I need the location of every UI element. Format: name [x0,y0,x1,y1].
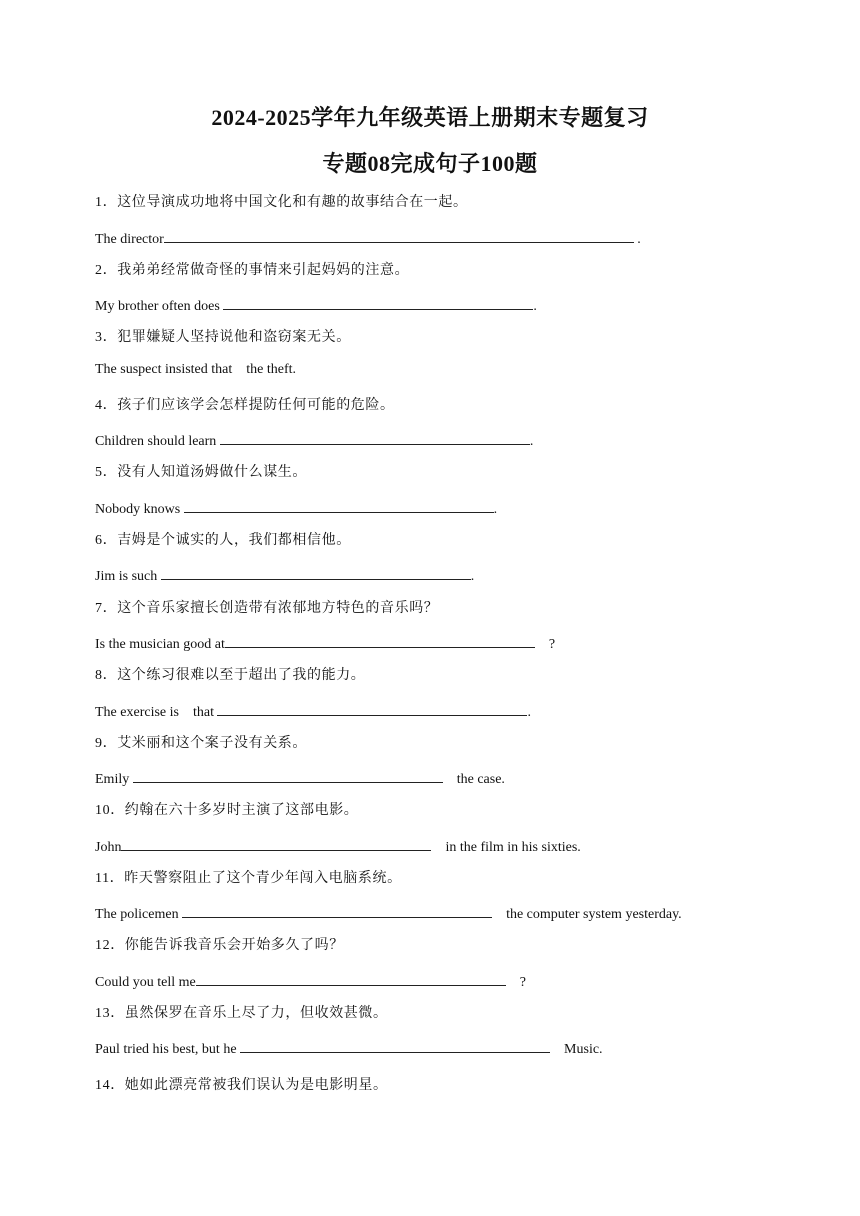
question-7-chinese: 7．这个音乐家擅长创造带有浓郁地方特色的音乐吗？ [95,601,439,616]
question-2-chinese: 2．我弟弟经常做奇怪的事情来引起妈妈的注意。 [95,263,410,278]
question-11-english [95,903,682,923]
question-9-chinese: 9．艾米丽和这个案子没有关系。 [95,736,307,751]
question-5-suffix: . [493,502,498,517]
question-7-english [95,633,555,653]
question-13-chinese: 13．虽然保罗在音乐上尽了力，但收效甚微。 [95,1006,388,1021]
question-3-english [95,362,296,378]
question-7-blank [225,633,535,648]
question-11-suffix: the computer system yesterday. [492,907,682,922]
question-13-suffix: Music. [550,1042,603,1057]
document-subtitle: 专题08完成句子100题 [322,151,538,176]
question-5-english [95,498,497,518]
question-4-prefix: Children should learn [95,434,220,449]
question-8-english [95,701,531,721]
question-13-english [95,1038,603,1058]
question-8-chinese: 8．这个练习很难以至于超出了我的能力。 [95,668,366,683]
question-2-prefix: My brother often does [95,299,224,314]
question-5-blank [184,498,494,513]
question-9-blank [133,768,443,783]
question-8-prefix: The exercise is that [95,705,218,720]
question-3-prefix: The suspect insisted that the theft. [95,362,297,377]
question-8-blank [217,701,527,716]
question-9-english [95,768,505,788]
question-7-suffix: ? [534,637,556,652]
question-2-suffix: . [533,299,537,314]
question-1-english [95,228,641,248]
question-12-english [95,971,526,991]
question-8-suffix: . [527,705,531,720]
question-10-blank [121,836,431,851]
question-5-prefix: Nobody knows [95,502,184,517]
question-9-prefix: Emily [95,772,133,787]
question-6-english [95,565,474,585]
question-4-suffix: . [529,434,534,449]
question-2-english [95,295,537,315]
question-7-prefix: Is the musician good at [95,637,225,652]
question-9-suffix: the case. [442,772,505,787]
document-title: 2024-2025学年九年级英语上册期末专题复习 [211,105,649,130]
question-10-chinese: 10．约翰在六十多岁时主演了这部电影。 [95,803,359,818]
question-1-chinese: 1．这位导演成功地将中国文化和有趣的故事结合在一起。 [95,195,468,210]
question-1-suffix: . [633,232,641,247]
question-6-chinese: 6．吉姆是个诚实的人，我们都相信他。 [95,533,351,548]
question-2-blank [223,295,533,310]
question-10-suffix: in the film in his sixties. [431,840,581,855]
question-1-blank [164,228,634,243]
question-11-chinese: 11．昨天警察阻止了这个青少年闯入电脑系统。 [95,871,402,886]
question-10-english [95,836,581,856]
question-4-chinese: 4．孩子们应该学会怎样提防任何可能的危险。 [95,398,395,413]
question-6-blank [161,565,471,580]
question-4-blank [220,430,530,445]
question-5-chinese: 5．没有人知道汤姆做什么谋生。 [95,465,307,480]
question-6-prefix: Jim is such [95,569,161,584]
question-12-prefix: Could you tell me [95,975,196,990]
question-1-prefix: The director [95,232,164,247]
question-13-prefix: Paul tried his best, but he [95,1042,241,1057]
question-6-suffix: . [470,569,475,584]
question-13-blank [240,1038,550,1053]
question-10-prefix: John [95,840,122,855]
question-11-blank [182,903,492,918]
question-12-blank [196,971,506,986]
question-12-suffix: ? [505,975,526,990]
question-12-chinese: 12．你能告诉我音乐会开始多久了吗？ [95,938,344,953]
question-11-prefix: The policemen [95,907,183,922]
question-14-chinese: 14．她如此漂亮常被我们误认为是电影明星。 [95,1078,388,1093]
question-3-chinese: 3．犯罪嫌疑人坚持说他和盗窃案无关。 [95,330,351,345]
question-4-english [95,430,533,450]
